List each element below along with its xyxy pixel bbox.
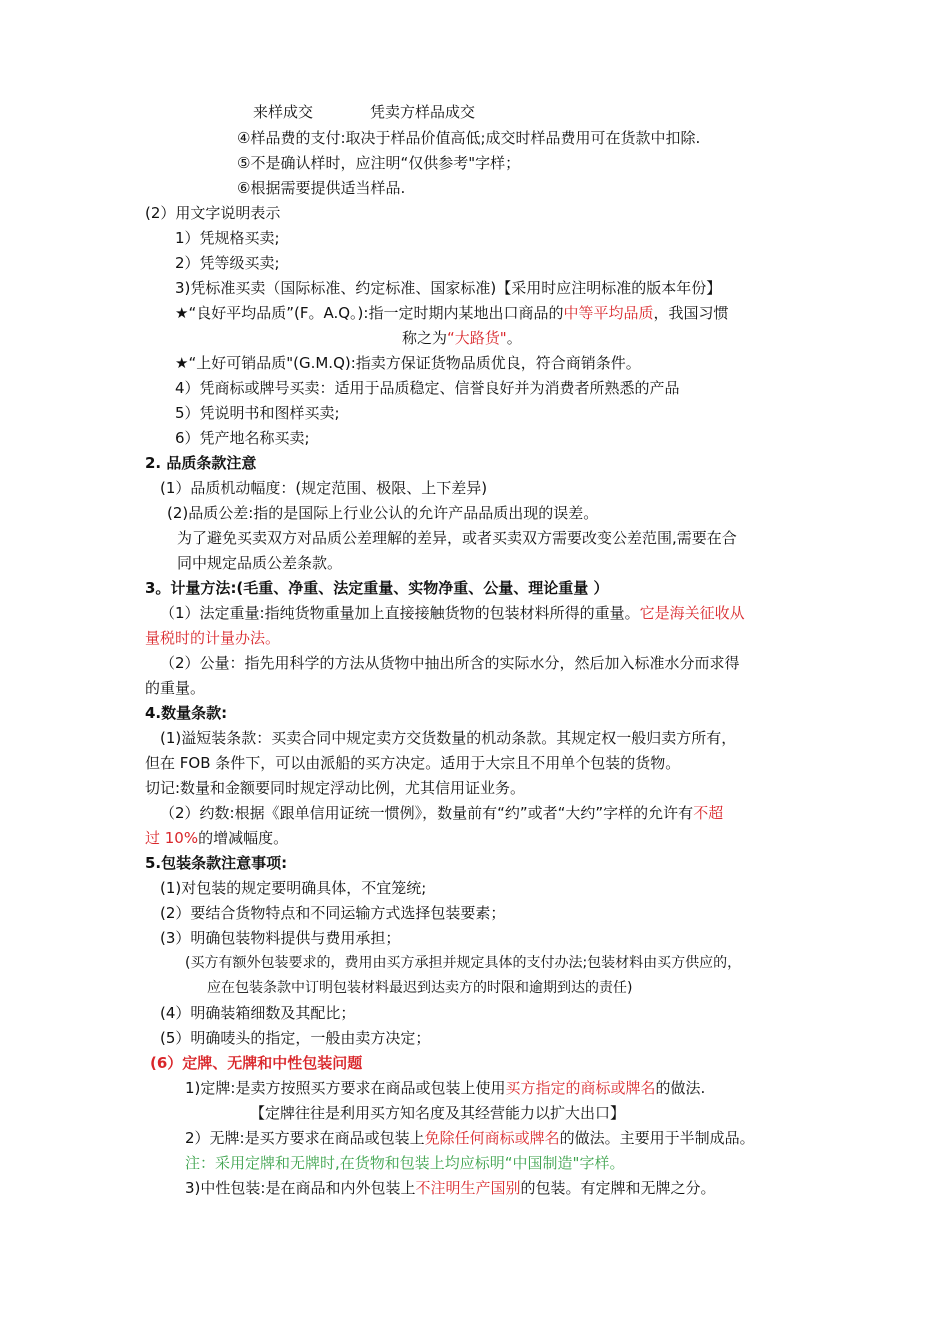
section-heading: 2. 品质条款注意 <box>145 454 257 472</box>
text-line: 的重量。 <box>145 679 206 697</box>
text-line: 5）凭说明书和图样买卖; <box>175 404 340 422</box>
text-line: (1)溢短装条款：买卖合同中规定卖方交货数量的机动条款。其规定权一般归卖方所有， <box>160 729 737 747</box>
highlight-text: “大路货" <box>447 329 507 347</box>
text-line: (3）明确包装物料提供与费用承担； <box>160 929 401 947</box>
text-line: 来样成交 <box>253 103 314 121</box>
text-span: 。 <box>506 329 522 347</box>
text-line <box>185 1177 715 1199</box>
text-line: 凭卖方样品成交 <box>370 103 476 121</box>
highlight-text: 免除任何商标或牌名 <box>424 1129 560 1147</box>
text-span: 的做法. <box>655 1079 706 1097</box>
text-line: 2）凭等级买卖; <box>175 254 280 272</box>
highlight-text: 过 10% <box>145 829 199 847</box>
highlight-text: 中等平均品质 <box>563 304 654 322</box>
text-line <box>175 302 728 324</box>
highlight-text: 不超 <box>693 804 724 822</box>
text-line: (2）要结合货物特点和不同运输方式选择包装要素； <box>160 904 506 922</box>
text-line: 同中规定品质公差条款。 <box>177 554 343 572</box>
section-heading: 3。计量方法:(毛重、净重、法定重量、实物净重、公量、理论重量 ） <box>145 579 609 597</box>
text-line: ★“上好可销品质"(G.M.Q):指卖方保证货物品质优良，符合商销条件。 <box>175 354 641 372</box>
highlight-text: 不注明生产国别 <box>415 1179 521 1197</box>
text-span: 称之为 <box>402 329 448 347</box>
text-line <box>160 602 745 624</box>
text-line: 应在包装条款中订明包装材料最迟到达卖方的时限和逾期到达的责任) <box>207 980 633 996</box>
highlight-text: 它是海关征收从 <box>639 604 745 622</box>
text-line: 6）凭产地名称买卖; <box>175 429 310 447</box>
section-heading: (6）定牌、无牌和中性包装问题 <box>150 1054 363 1072</box>
text-span: 2）无牌:是买方要求在商品或包装上 <box>185 1129 425 1147</box>
highlight-text: 买方指定的商标或牌名 <box>505 1079 656 1097</box>
text-line: 【定牌往往是利用买方知名度及其经营能力以扩大出口】 <box>250 1104 626 1122</box>
text-line: (买方有额外包装要求的，费用由买方承担并规定具体的支付办法;包装材料由买方供应的， <box>185 955 742 971</box>
section-heading: 4.数量条款: <box>145 704 228 722</box>
text-line: 3)凭标准买卖（国际标准、约定标准、国家标准)【采用时应注明标准的版本年份】 <box>175 279 722 297</box>
text-span: 的做法。主要用于半制成品。 <box>559 1129 755 1147</box>
text-span: 的增减幅度。 <box>198 829 289 847</box>
text-line: (1）品质机动幅度：(规定范围、极限、上下差异) <box>160 479 488 497</box>
text-line: ⑤不是确认样时，应注明“仅供参考"字样； <box>237 154 521 172</box>
text-span: （1）法定重量:指纯货物重量加上直接接触货物的包装材料所得的重量。 <box>160 604 640 622</box>
text-line: (4）明确装箱细数及其配比； <box>160 1004 356 1022</box>
text-line: 1）凭规格买卖; <box>175 229 280 247</box>
text-span: 3)中性包装:是在商品和内外包装上 <box>185 1179 416 1197</box>
text-line <box>402 327 522 349</box>
section-heading: 5.包装条款注意事项: <box>145 854 288 872</box>
highlight-text: 量税时的计量办法。 <box>145 629 281 647</box>
text-line: 但在 FOB 条件下，可以由派船的买方决定。适用于大宗且不用单个包装的货物。 <box>145 754 681 772</box>
text-line: 4）凭商标或牌号买卖：适用于品质稳定、信誉良好并为消费者所熟悉的产品 <box>175 379 680 397</box>
text-line: (1)对包装的规定要明确具体，不宜笼统; <box>160 879 427 897</box>
text-span: （2）约数:根据《跟单信用证统一惯例》，数量前有“约”或者“大约”字样的允许有 <box>160 804 694 822</box>
text-line: (5）明确唛头的指定，一般由卖方决定； <box>160 1029 431 1047</box>
text-line: 为了避免买卖双方对品质公差理解的差异，或者买卖双方需要改变公差范围,需要在合 <box>177 529 737 547</box>
text-span: ★“良好平均品质”(F。A.Q。):指一定时期内某地出口商品的 <box>175 304 564 322</box>
text-line: 切记:数量和金额要同时规定浮动比例，尤其信用证业务。 <box>145 779 526 797</box>
text-line <box>185 1077 705 1099</box>
note-text: 注：采用定牌和无牌时,在货物和包装上均应标明“中国制造"字样。 <box>185 1154 625 1172</box>
text-span: 的包装。有定牌和无牌之分。 <box>520 1179 716 1197</box>
text-line <box>160 802 723 824</box>
text-line <box>145 827 288 849</box>
text-line <box>185 1127 755 1149</box>
text-line: ⑥根据需要提供适当样品. <box>237 179 406 197</box>
text-span: ，我国习惯 <box>653 304 729 322</box>
text-line: (2)品质公差:指的是国际上行业公认的允许产品品质出现的误差。 <box>167 504 599 522</box>
text-span: 1)定牌:是卖方按照买方要求在商品或包装上使用 <box>185 1079 506 1097</box>
section-heading: (2）用文字说明表示 <box>145 204 281 222</box>
text-line: （2）公量：指先用科学的方法从货物中抽出所含的实际水分，然后加入标准水分而求得 <box>160 654 740 672</box>
text-line: ④样品费的支付:取决于样品价值高低;成交时样品费用可在货款中扣除. <box>237 129 701 147</box>
